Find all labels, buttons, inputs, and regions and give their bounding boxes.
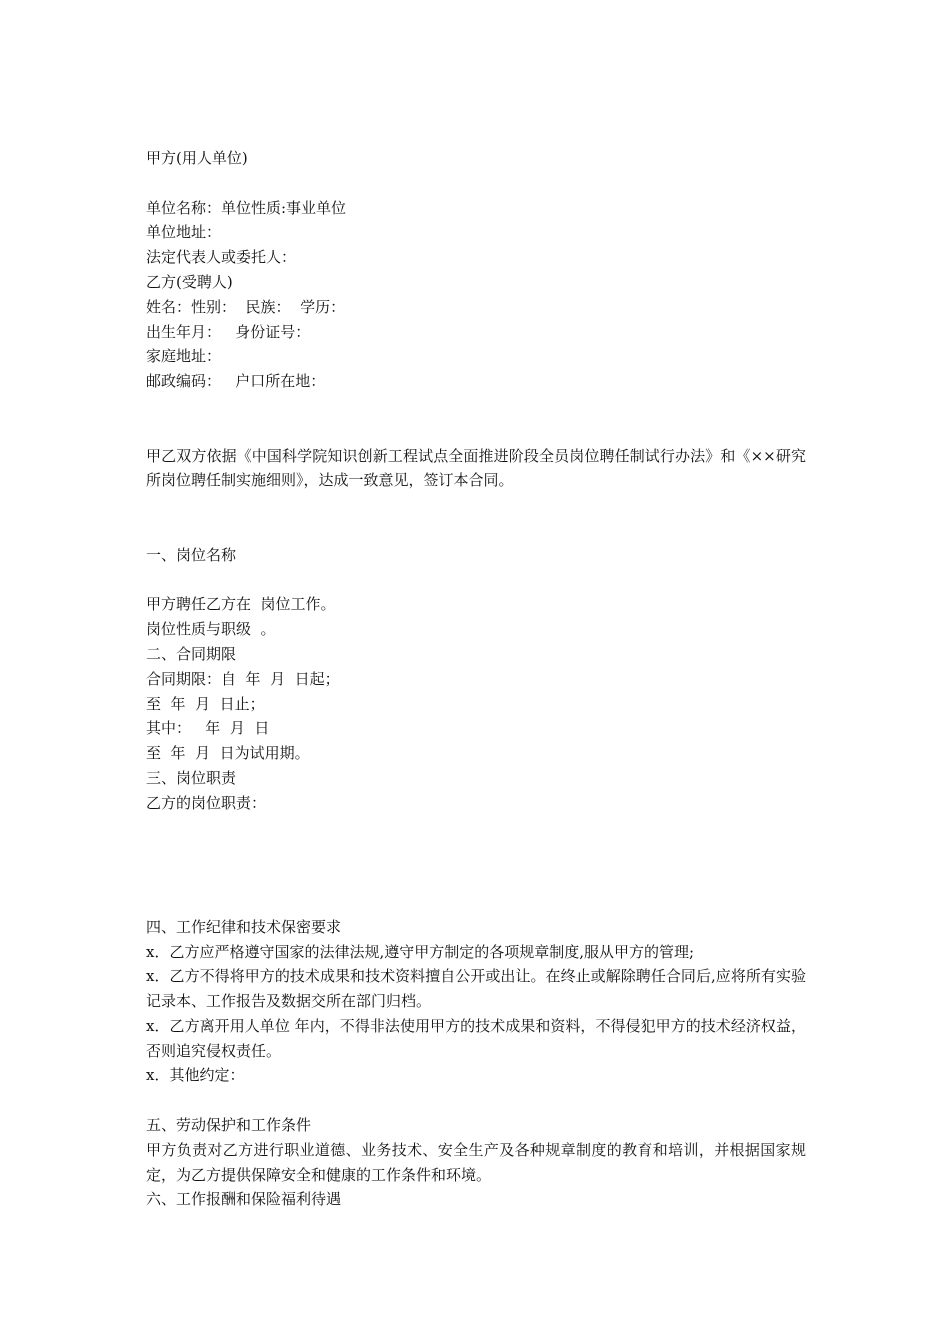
section-2-line-4: 至 年 月 日为试用期。 — [146, 744, 310, 763]
section-4-item-1: x．乙方应严格遵守国家的法律法规,遵守甲方制定的各项规章制度,服从甲方的管理; — [146, 942, 695, 961]
section-1-title: 一、岗位名称 — [146, 545, 237, 564]
section-3-line-1: 乙方的岗位职责： — [146, 793, 267, 812]
section-6-title: 六、工作报酬和保险福利待遇 — [146, 1190, 342, 1209]
section-4-item-4: x．其他约定： — [146, 1066, 245, 1085]
section-2-title: 二、合同期限 — [146, 644, 237, 663]
section-4-item-2: x．乙方不得将甲方的技术成果和技术资料擅自公开或出让。在终止或解除聘任合同后,应将所有实验记录本、工作报告及数据交所在部门归档。 — [146, 967, 806, 1011]
section-2-line-2: 至 年 月 日止； — [146, 694, 265, 713]
section-4-title: 四、工作纪律和技术保密要求 — [146, 917, 342, 936]
section-4-item-3: x．乙方离开用人单位 年内，不得非法使用甲方的技术成果和资料，不得侵犯甲方的技术经济权益，否则追究侵权责任。 — [146, 1016, 806, 1060]
section-3-title: 三、岗位职责 — [146, 768, 237, 787]
representative-line: 法定代表人或委托人： — [146, 248, 297, 267]
party-b-address-line: 家庭地址： — [146, 347, 222, 366]
section-2-line-1: 合同期限：自 年 月 日起； — [146, 669, 340, 688]
section-2-line-3: 其中： 年 月 日 — [146, 719, 270, 738]
section-5-text: 甲方负责对乙方进行职业道德、业务技术、安全生产及各种规章制度的教育和培训，并根据国家规定，为乙方提供保障安全和健康的工作条件和环境。 — [146, 1140, 806, 1184]
party-b-heading: 乙方(受聘人) — [146, 272, 233, 291]
party-b-postcode-line: 邮政编码： 户口所在地： — [146, 372, 326, 391]
party-a-heading: 甲方(用人单位) — [146, 149, 248, 167]
section-1-line-2: 岗位性质与职级 。 — [146, 620, 276, 639]
party-b-birth-line: 出生年月： 身份证号： — [146, 322, 311, 341]
intro-paragraph: 甲乙双方依据《中国科学院知识创新工程试点全面推进阶段全员岗位聘任制试行办法》和《××研究所岗位聘任制实施细则》，达成一致意见，签订本合同。 — [146, 446, 806, 490]
section-5-title: 五、劳动保护和工作条件 — [146, 1116, 312, 1135]
unit-address-line: 单位地址： — [146, 223, 222, 242]
contract-body — [146, 146, 806, 1212]
unit-name-line: 单位名称：单位性质:事业单位 — [146, 198, 347, 217]
party-b-name-line: 姓名：性别： 民族： 学历： — [146, 297, 346, 316]
section-1-line-1: 甲方聘任乙方在 岗位工作。 — [146, 595, 336, 614]
